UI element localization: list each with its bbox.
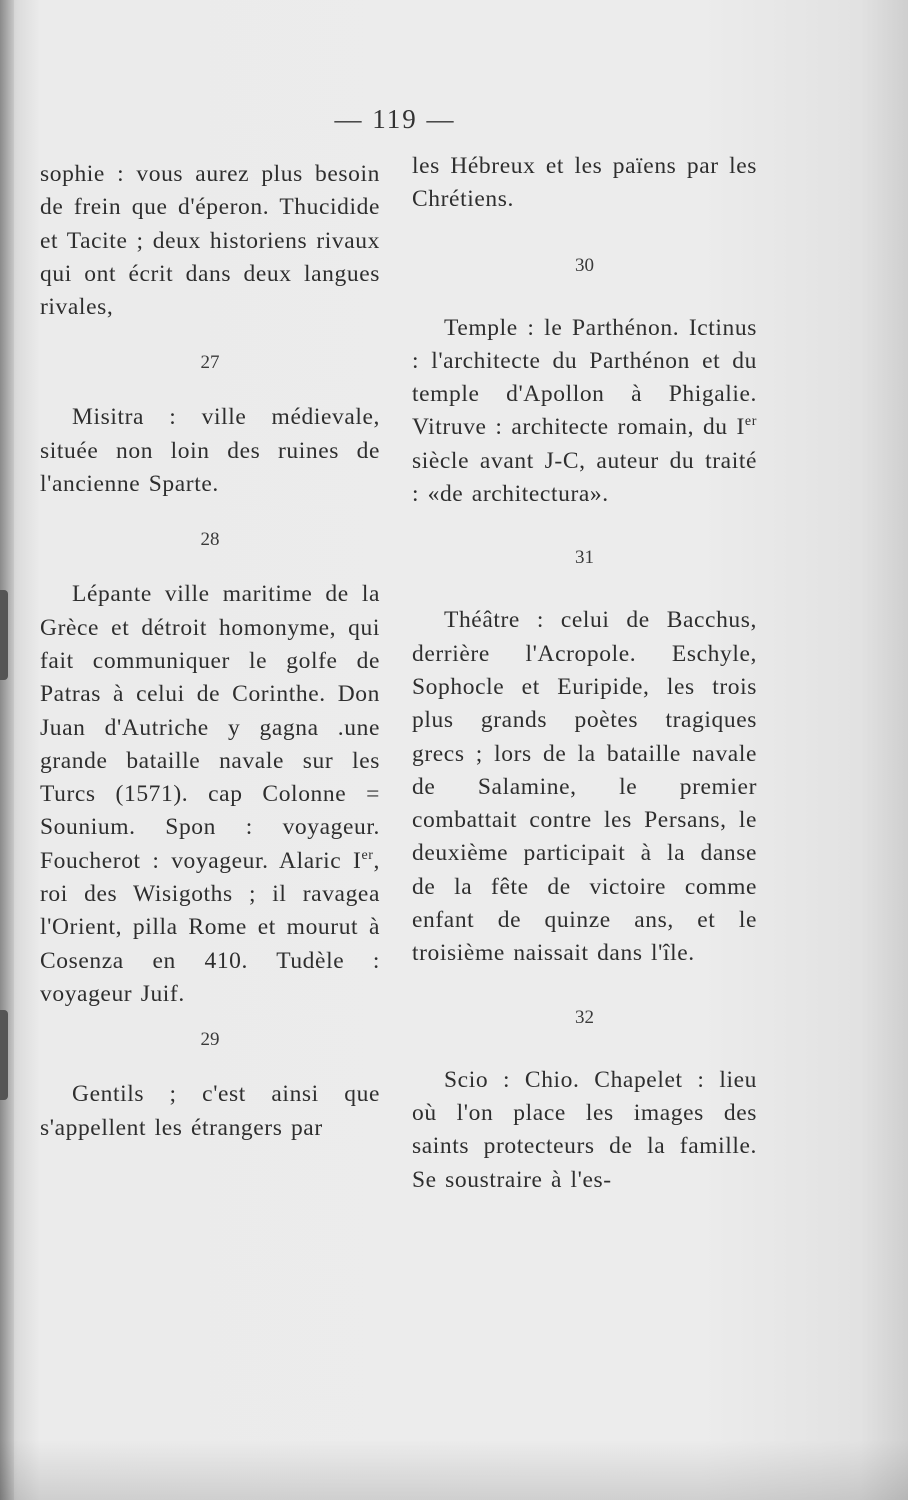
section-30-text-a: Temple : le Parthénon. Ictinus : l'architecte du Parthénon et du temple d'Apollon à Phigalie. Vitruve : architecte romain, du I bbox=[412, 314, 757, 441]
section-28-text-b: , roi des Wisigoths ; il ravagea l'Orient, pilla Rome et mourut à Cosenza en 410. Tudèle : voyageur Juif. bbox=[40, 847, 380, 1007]
page-number: — 119 — bbox=[334, 104, 456, 134]
left-column bbox=[40, 158, 380, 1145]
section-32-text: Scio : Chio. Chapelet : lieu où l'on place les images des saints protecteurs de la famille. Se soustraire à l'es- bbox=[412, 1066, 757, 1193]
section-number-27: 27 bbox=[200, 352, 220, 374]
spine-notch bbox=[0, 1010, 8, 1100]
section-number-32: 32 bbox=[575, 1006, 594, 1028]
section-31-text: Théâtre : celui de Bacchus, derrière l'Acropole. Eschyle, Sophocle et Euripide, les trois plus grands poètes tragiques grecs ; lors de la bataille navale de Salamine, le premier combattait contre les Persans, le deuxième participait à la danse de la fête de victoire comme enfant de quinze ans, et le troisième naissait dans l'île. bbox=[412, 607, 757, 967]
section-28-text bbox=[40, 578, 380, 1011]
section-28-text-a: Lépante ville maritime de la Grèce et détroit homonyme, qui fait communiquer le golfe de Patras à celui de Corinthe. Don Juan d'Autriche y gagna .une grande bataille navale sur les Turcs (1571). cap Colonne = Sounium. Spon : voyageur. Foucherot : voyageur. Alaric I bbox=[40, 581, 380, 874]
page-spine bbox=[0, 0, 14, 1500]
section-number-30: 30 bbox=[575, 254, 594, 276]
section-30-text bbox=[412, 312, 757, 512]
page-bottom-shadow bbox=[0, 1440, 908, 1500]
section-29-text: Gentils ; c'est ainsi que s'appellent les étrangers par bbox=[40, 1081, 380, 1141]
section-30-text-b: siècle avant J-C, auteur du traité : «de architectura». bbox=[412, 447, 757, 508]
right-column bbox=[412, 150, 757, 1197]
section-27-text: Misitra : ville médievale, située non loin des ruines de l'ancienne Sparte. bbox=[40, 404, 380, 498]
superscript: er bbox=[744, 414, 757, 430]
section-number-29: 29 bbox=[200, 1029, 220, 1051]
paragraph-continued: sophie : vous aurez plus besoin de frein que d'éperon. Thucidide et Tacite ; deux historiens rivaux qui ont écrit dans deux langues rivales, bbox=[40, 161, 380, 321]
section-number-28: 28 bbox=[200, 529, 220, 551]
paragraph-continued: les Hébreux et les païens par les Chrétiens. bbox=[412, 153, 757, 213]
spine-notch bbox=[0, 590, 8, 680]
section-number-31: 31 bbox=[575, 547, 594, 569]
superscript: er bbox=[361, 847, 374, 863]
